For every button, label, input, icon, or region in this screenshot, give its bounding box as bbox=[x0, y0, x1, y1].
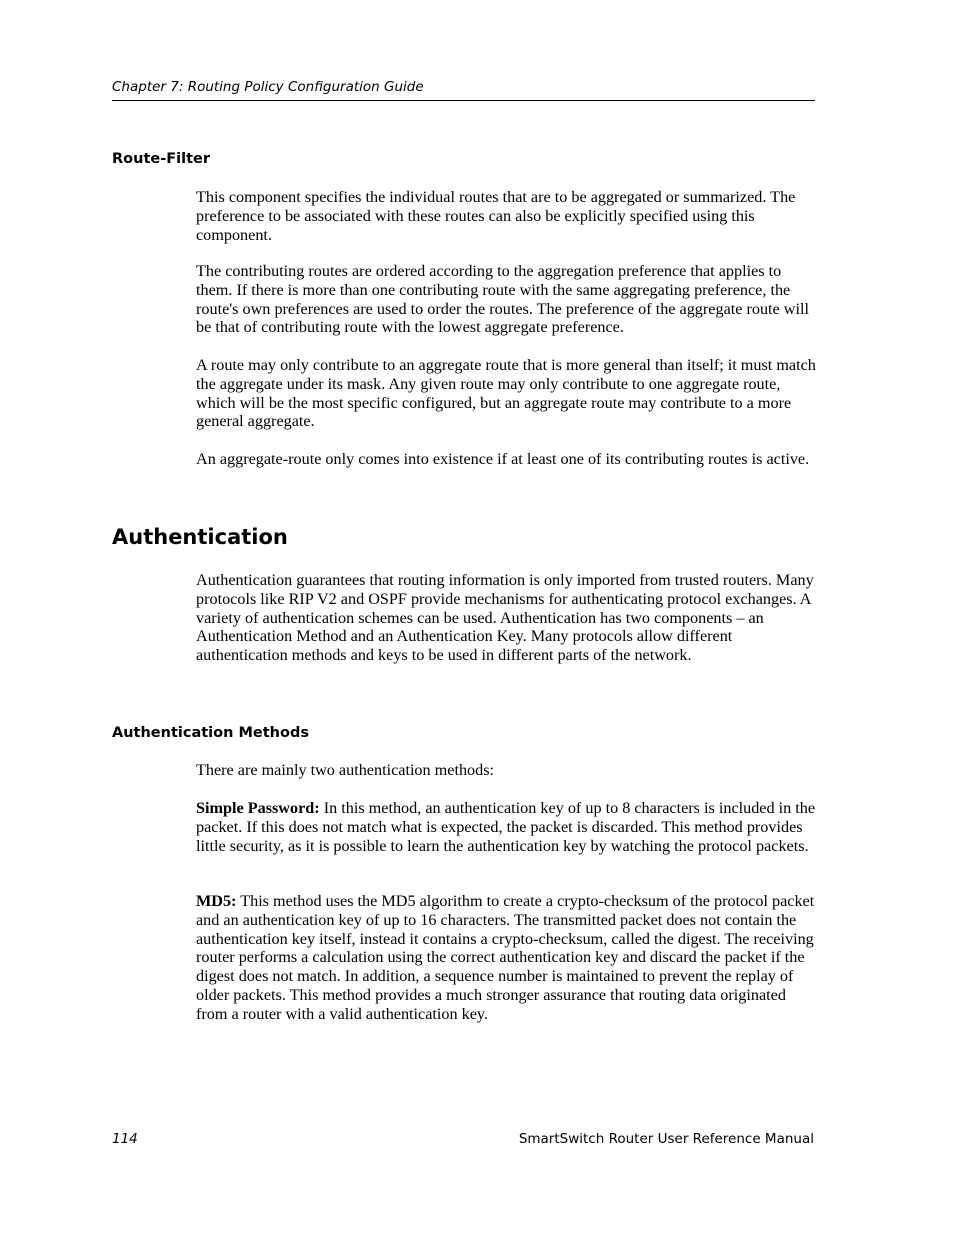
authentication-methods-heading: Authentication Methods bbox=[112, 725, 309, 741]
authentication-intro-paragraph: Authentication guarantees that routing information is only imported from trusted routers. Many protocols like RIP V2 and OSPF provide mechanisms for authenticating protocol exchanges. A variety of authentication schemes can be used. Authentication has two components – an Authentication Method and an Authentication Key. Many protocols allow different authentication methods and keys to be used in different parts of the network. bbox=[196, 571, 814, 665]
manual-title: SmartSwitch Router User Reference Manual bbox=[518, 1131, 814, 1147]
running-header: Chapter 7: Routing Policy Configuration Guide bbox=[112, 79, 815, 101]
route-filter-heading: Route-Filter bbox=[112, 151, 210, 167]
md5-paragraph bbox=[196, 892, 818, 1024]
md5-term: MD5: bbox=[196, 892, 237, 910]
simple-password-description: In this method, an authentication key of up to 8 characters is included in the packet. If this does not match what is expected, the packet is discarded. This method provides little security, as it is possible to learn the authentication key by watching the protocol packets. bbox=[196, 799, 816, 855]
route-filter-paragraph-4: An aggregate-route only comes into existence if at least one of its contributing routes is active. bbox=[196, 450, 810, 468]
authentication-heading: Authentication bbox=[112, 525, 288, 549]
md5-description: This method uses the MD5 algorithm to create a crypto-checksum of the protocol packet and an authentication key of up to 16 characters. The transmitted packet does not contain the authentication key itself, instead it contains a crypto-checksum, called the digest. The receiving router performs a calculation using the correct authentication key and discard the packet if the digest does not match. In addition, a sequence number is maintained to prevent the replay of older packets. This method provides a much stronger assurance that routing data originated from a router with a valid authentication key. bbox=[196, 892, 815, 1023]
simple-password-paragraph bbox=[196, 799, 818, 855]
authentication-methods-intro: There are mainly two authentication methods: bbox=[196, 761, 495, 779]
route-filter-paragraph-2: The contributing routes are ordered according to the aggregation preference that applies to them. If there is more than one contributing route with the same aggregating preference, the route's own preferences are used to order the routes. The preference of the aggregate route will be that of contributing route with the lowest aggregate preference. bbox=[196, 262, 809, 337]
simple-password-term: Simple Password: bbox=[196, 799, 320, 817]
page-number: 114 bbox=[112, 1131, 138, 1147]
route-filter-paragraph-1: This component specifies the individual routes that are to be aggregated or summarized. The preference to be associated with these routes can also be explicitly specified using this component. bbox=[196, 188, 796, 244]
route-filter-paragraph-3: A route may only contribute to an aggregate route that is more general than itself; it must match the aggregate under its mask. Any given route may only contribute to one aggregate route, which will be the most specific configured, but an aggregate route may contribute to a more general aggregate. bbox=[196, 356, 816, 431]
